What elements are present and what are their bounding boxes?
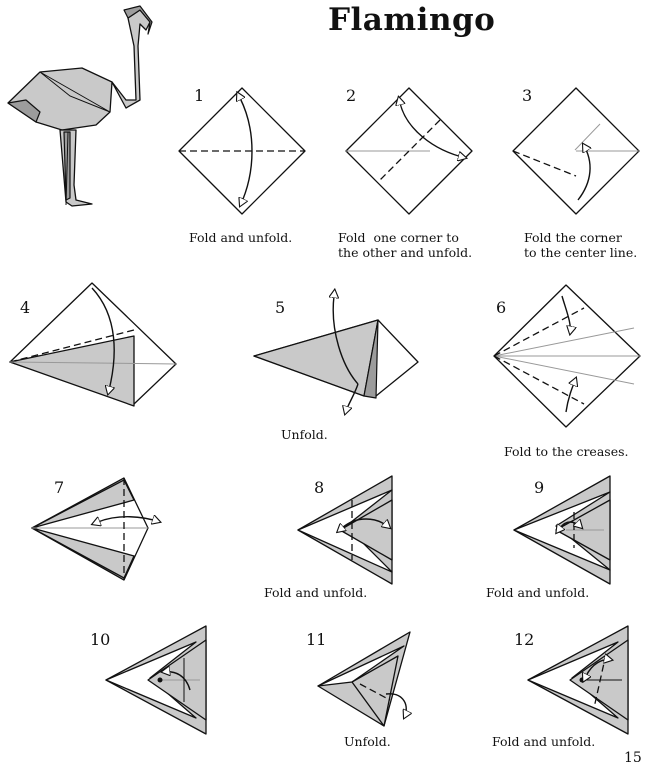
step-5-number: 5 bbox=[275, 298, 286, 317]
step-12-diagram bbox=[528, 626, 628, 734]
step-1-number: 1 bbox=[194, 86, 205, 105]
step-7-number: 7 bbox=[54, 478, 65, 497]
step-11-diagram bbox=[318, 632, 410, 726]
step-9-caption: Fold and unfold. bbox=[486, 585, 590, 600]
step-2-number: 2 bbox=[346, 86, 357, 105]
step-11-caption: Unfold. bbox=[344, 734, 391, 749]
step-7-diagram bbox=[32, 478, 160, 580]
step-6-caption: Fold to the creases. bbox=[504, 444, 629, 459]
step-12-number: 12 bbox=[514, 630, 535, 649]
step-11-number: 11 bbox=[306, 630, 327, 649]
step-3-diagram bbox=[513, 88, 639, 214]
step-6-number: 6 bbox=[496, 298, 507, 317]
step-10-diagram bbox=[106, 626, 206, 734]
step-9-diagram bbox=[514, 476, 610, 584]
finished-flamingo-model bbox=[8, 6, 152, 206]
step-4-diagram bbox=[10, 283, 176, 406]
step-1-diagram bbox=[179, 88, 305, 214]
page-number: 15 bbox=[624, 750, 642, 766]
step-2-diagram bbox=[346, 88, 472, 214]
step-12-caption: Fold and unfold. bbox=[492, 734, 596, 749]
step-3-caption: Fold the corner to the center line. bbox=[524, 230, 638, 260]
step-3-number: 3 bbox=[522, 86, 533, 105]
step-2-caption: Fold one corner to the other and unfold. bbox=[338, 230, 473, 260]
step-8-caption: Fold and unfold. bbox=[264, 585, 368, 600]
step-8-number: 8 bbox=[314, 478, 325, 497]
step-1-caption: Fold and unfold. bbox=[189, 230, 293, 245]
step-6-diagram bbox=[494, 285, 640, 427]
step-4-number: 4 bbox=[20, 298, 31, 317]
step-8-diagram bbox=[298, 476, 392, 584]
step-9-number: 9 bbox=[534, 478, 545, 497]
step-10-number: 10 bbox=[90, 630, 111, 649]
step-5-caption: Unfold. bbox=[281, 427, 328, 442]
page-title: Flamingo bbox=[328, 2, 496, 38]
